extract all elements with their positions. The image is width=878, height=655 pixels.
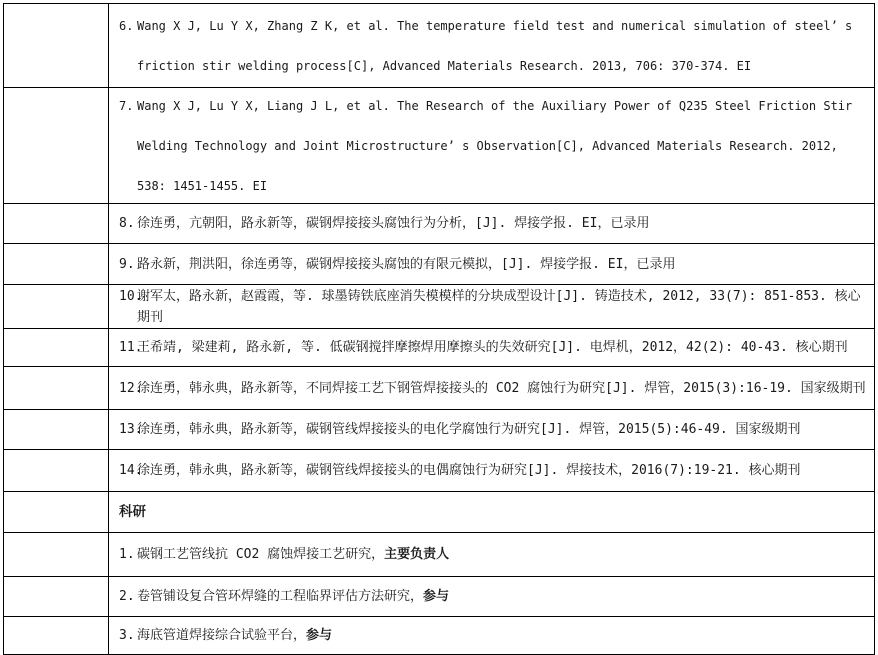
bold-text-segment: 主要负责人 <box>384 547 450 562</box>
text-segment: 王希靖, 梁建莉, 路永新, 等. 低碳钢搅拌摩擦焊用摩擦头的失效研究[J]. 电焊机，2012，42(2): 40-43. 核心期刊 <box>137 340 848 355</box>
row-label-cell <box>4 244 109 284</box>
entry-number: 3. <box>119 628 135 643</box>
entry-text <box>119 88 869 203</box>
entry-number: 9. <box>119 256 135 272</box>
entry-number: 2. <box>119 589 135 604</box>
table-row <box>4 203 874 243</box>
entry-text <box>119 625 869 646</box>
table-row <box>4 616 874 654</box>
row-label-cell <box>4 285 109 328</box>
text-segment: Wang X J, Lu Y X, Liang J L, et al. The Research of the Auxiliary Power of Q235 Steel Friction Stir Welding Technology and Joint Microstructure’ s Observation[C], Advanced Materials Research. 2012, 538: 1451-1455. EI <box>137 98 853 193</box>
row-content-cell <box>109 329 874 366</box>
entry-number: 8. <box>119 216 135 231</box>
table-row <box>4 87 874 203</box>
text-segment: 徐连勇，韩永典，路永新等，碳钢管线焊接接头的电化学腐蚀行为研究[J]. 焊管，2015(5):46-49. 国家级期刊 <box>137 422 801 437</box>
entry-text <box>119 378 869 399</box>
text-segment: 徐连勇，韩永典，路永新等，不同焊接工艺下钢管焊接接头的 CO2 腐蚀行为研究[J]. 焊管，2015(3):16-19. 国家级期刊 <box>137 380 866 396</box>
row-content-cell <box>109 88 874 203</box>
row-content-cell <box>109 492 874 532</box>
table-row <box>4 366 874 409</box>
row-label-cell <box>4 617 109 654</box>
row-label-cell <box>4 450 109 491</box>
entry-number: 12. <box>119 380 143 396</box>
row-label-cell <box>4 204 109 243</box>
text-segment: 路永新，荆洪阳，徐连勇等，碳钢焊接接头腐蚀的有限元模拟，[J]. 焊接学报. EI，已录用 <box>137 256 676 272</box>
row-content-cell <box>109 577 874 616</box>
row-content-cell <box>109 450 874 491</box>
publications-table <box>3 3 875 655</box>
entry-text <box>119 460 869 481</box>
row-content-cell <box>109 285 874 328</box>
entry-number: 6. <box>119 18 134 33</box>
row-label-cell <box>4 4 109 87</box>
bold-text-segment: 参与 <box>306 628 333 643</box>
entry-text <box>119 544 869 565</box>
entry-number: 14. <box>119 463 143 478</box>
table-row <box>4 284 874 328</box>
row-label-cell <box>4 367 109 409</box>
row-label-cell <box>4 492 109 532</box>
entry-text <box>119 586 869 607</box>
table-row <box>4 576 874 616</box>
table-row <box>4 491 874 532</box>
row-content-cell <box>109 533 874 576</box>
row-content-cell <box>109 244 874 284</box>
table-row <box>4 243 874 284</box>
entry-text <box>119 337 869 358</box>
entry-text <box>119 502 869 523</box>
row-content-cell <box>109 367 874 409</box>
text-segment: 卷管铺设复合管环焊缝的工程临界评估方法研究， <box>137 589 424 604</box>
row-content-cell <box>109 4 874 87</box>
text-segment: 海底管道焊接综合试验平台， <box>137 628 307 643</box>
row-label-cell <box>4 410 109 449</box>
table-row <box>4 449 874 491</box>
row-content-cell <box>109 410 874 449</box>
table-row <box>4 532 874 576</box>
entry-number: 7. <box>119 98 134 113</box>
entry-text <box>119 286 869 328</box>
table-row <box>4 328 874 366</box>
row-label-cell <box>4 577 109 616</box>
entry-text <box>119 419 869 440</box>
text-segment: Wang X J, Lu Y X, Zhang Z K, et al. The temperature field test and numerical simulation of steel’ s friction stir welding process[C], Advanced Materials Research. 2013, 706: 370-374. EI <box>137 18 853 73</box>
entry-number: 11. <box>119 340 143 355</box>
bold-text-segment: 参与 <box>423 589 450 604</box>
entry-text <box>119 6 869 86</box>
table-row <box>4 409 874 449</box>
bold-text-segment: 科研 <box>119 503 146 520</box>
entry-number: 13. <box>119 422 143 437</box>
row-content-cell <box>109 204 874 243</box>
entry-text <box>119 254 869 275</box>
entry-number: 1. <box>119 547 135 562</box>
text-segment: 徐连勇，韩永典，路永新等，碳钢管线焊接接头的电偶腐蚀行为研究[J]. 焊接技术，2016(7):19-21. 核心期刊 <box>137 463 801 478</box>
row-content-cell <box>109 617 874 654</box>
row-label-cell <box>4 88 109 203</box>
text-segment: 谢军太，路永新，赵霞霞，等. 球墨铸铁底座消失模模样的分块成型设计[J]. 铸造技术, 2012, 33(7): 851-853. 核心期刊 <box>137 288 861 325</box>
text-segment: 徐连勇，亢朝阳，路永新等，碳钢焊接接头腐蚀行为分析，[J]. 焊接学报. EI，已录用 <box>137 216 650 231</box>
table-row <box>4 4 874 87</box>
entry-number: 10. <box>119 288 143 304</box>
row-label-cell <box>4 329 109 366</box>
row-label-cell <box>4 533 109 576</box>
text-segment: 碳钢工艺管线抗 CO2 腐蚀焊接工艺研究， <box>137 547 385 562</box>
entry-text <box>119 213 869 234</box>
